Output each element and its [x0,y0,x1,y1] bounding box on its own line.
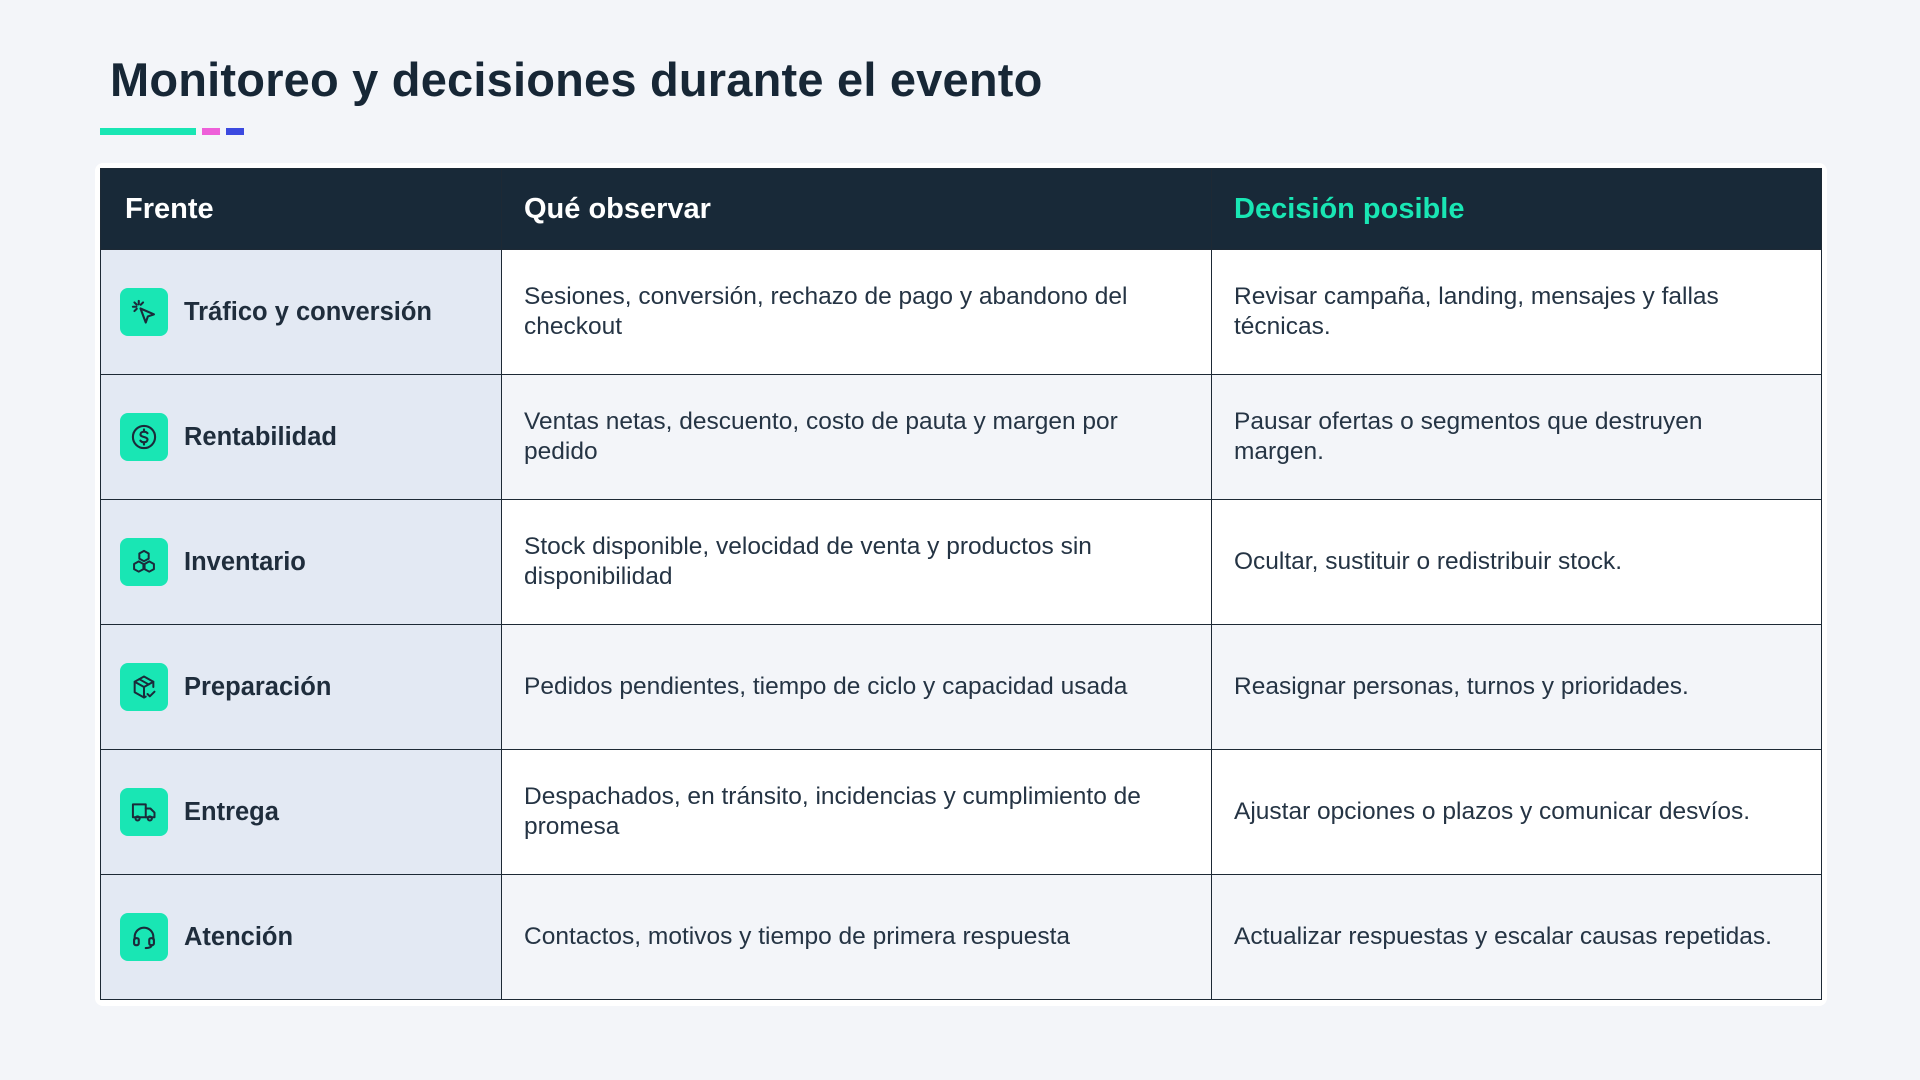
observar-cell: Ventas netas, descuento, costo de pauta y margen por pedido [502,375,1212,500]
headset-icon [120,913,168,961]
accent-bar-green [100,128,196,135]
frente-cell [101,750,502,875]
frente-cell [101,625,502,750]
frente-cell [101,500,502,625]
cursor-click-icon [120,288,168,336]
decision-cell: Revisar campaña, landing, mensajes y fallas técnicas. [1212,250,1822,375]
header-que-observar: Qué observar [502,169,1212,250]
frente-label: Tráfico y conversión [184,298,433,326]
decision-cell: Actualizar respuestas y escalar causas repetidas. [1212,875,1822,1000]
frente-cell [101,250,502,375]
frente-cell [101,875,502,1000]
frente-label: Rentabilidad [184,423,338,451]
decision-cell: Ocultar, sustituir o redistribuir stock. [1212,500,1822,625]
observar-cell: Sesiones, conversión, rechazo de pago y abandono del checkout [502,250,1212,375]
observar-cell: Pedidos pendientes, tiempo de ciclo y capacidad usada [502,625,1212,750]
table-row [101,250,1822,375]
header-decision-posible: Decisión posible [1212,169,1822,250]
table-header-row [101,169,1822,250]
dollar-circle-icon [120,413,168,461]
table-row [101,500,1822,625]
frente-label: Entrega [184,798,279,826]
package-check-icon [120,663,168,711]
table-row [101,750,1822,875]
table-card [95,163,1827,1006]
frente-label: Preparación [184,673,332,701]
decision-cell: Pausar ofertas o segmentos que destruyen margen. [1212,375,1822,500]
observar-cell: Stock disponible, velocidad de venta y productos sin disponibilidad [502,500,1212,625]
frente-cell [101,375,502,500]
truck-icon [120,788,168,836]
observar-cell: Despachados, en tránsito, incidencias y cumplimiento de promesa [502,750,1212,875]
boxes-icon [120,538,168,586]
observar-cell: Contactos, motivos y tiempo de primera respuesta [502,875,1212,1000]
monitoring-table [100,168,1822,1000]
frente-label: Atención [184,923,294,951]
table-row [101,375,1822,500]
header-frente: Frente [101,169,502,250]
accent-bar-blue [226,128,244,135]
frente-label: Inventario [184,548,306,576]
decision-cell: Reasignar personas, turnos y prioridades. [1212,625,1822,750]
page-title: Monitoreo y decisiones durante el evento [110,53,1043,106]
decision-cell: Ajustar opciones o plazos y comunicar desvíos. [1212,750,1822,875]
table-row [101,625,1822,750]
accent-bar-pink [202,128,220,135]
table-row [101,875,1822,1000]
